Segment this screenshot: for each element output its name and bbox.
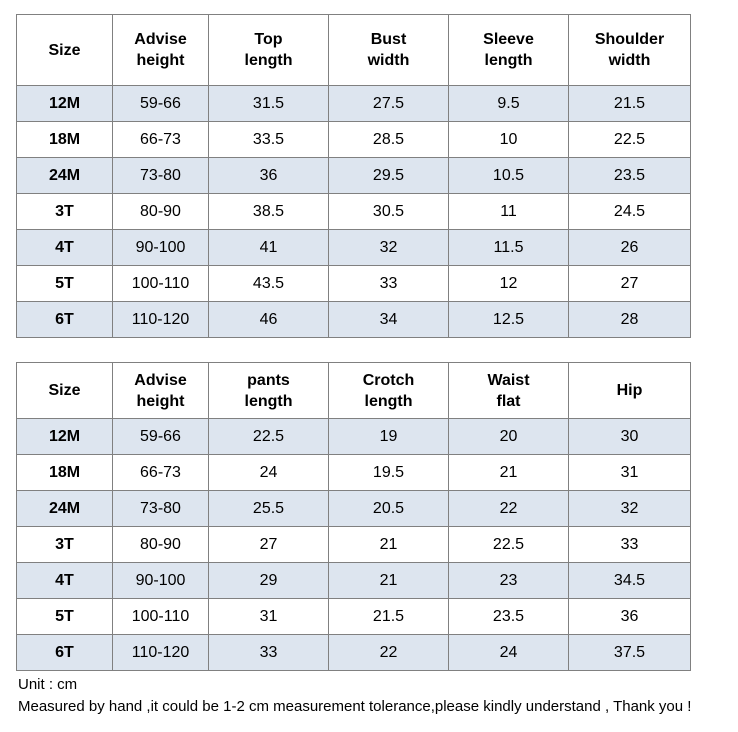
measurement-cell: 32 (569, 491, 691, 527)
size-cell: 5T (17, 266, 113, 302)
table-row (17, 455, 691, 491)
table-row (17, 635, 691, 671)
measurement-cell: 27 (209, 527, 329, 563)
measurement-cell: 22 (329, 635, 449, 671)
measurement-cell: 31 (569, 455, 691, 491)
table-row (17, 491, 691, 527)
measurement-cell: 33 (569, 527, 691, 563)
top-size-table (16, 14, 691, 338)
measurement-cell: 80-90 (113, 194, 209, 230)
measurement-cell: 11 (449, 194, 569, 230)
measurement-cell: 32 (329, 230, 449, 266)
measurement-cell: 90-100 (113, 563, 209, 599)
measurement-cell: 23 (449, 563, 569, 599)
measurement-cell: 21 (329, 527, 449, 563)
size-cell: 3T (17, 527, 113, 563)
measurement-cell: 73-80 (113, 491, 209, 527)
measurement-cell: 66-73 (113, 122, 209, 158)
unit-note: Unit : cm (18, 676, 78, 693)
size-cell: 24M (17, 491, 113, 527)
measurement-cell: 37.5 (569, 635, 691, 671)
bottom-size-table (16, 362, 691, 671)
size-cell: 4T (17, 230, 113, 266)
measurement-cell: 30.5 (329, 194, 449, 230)
measurement-cell: 34 (329, 302, 449, 338)
measurement-cell: 27.5 (329, 86, 449, 122)
measurement-cell: 23.5 (569, 158, 691, 194)
table-row (17, 86, 691, 122)
header-row (17, 363, 691, 419)
measurement-cell: 28.5 (329, 122, 449, 158)
measurement-cell: 31 (209, 599, 329, 635)
measurement-cell: 36 (209, 158, 329, 194)
measurement-cell: 66-73 (113, 455, 209, 491)
measurement-cell: 29 (209, 563, 329, 599)
measurement-cell: 27 (569, 266, 691, 302)
measurement-cell: 38.5 (209, 194, 329, 230)
measurement-cell: 30 (569, 419, 691, 455)
size-cell: 18M (17, 122, 113, 158)
measurement-cell: 21.5 (329, 599, 449, 635)
size-cell: 24M (17, 158, 113, 194)
measurement-cell: 31.5 (209, 86, 329, 122)
measurement-cell: 110-120 (113, 302, 209, 338)
header-sleeve-length: Sleeve length (449, 15, 569, 86)
header-pants-length: pants length (209, 363, 329, 419)
measurement-cell: 21 (449, 455, 569, 491)
header-bust-width: Bust width (329, 15, 449, 86)
tolerance-note: Measured by hand ,it could be 1-2 cm measurement tolerance,please kindly understand , Thank you ! (18, 698, 692, 715)
size-cell: 12M (17, 86, 113, 122)
table-row (17, 599, 691, 635)
measurement-cell: 25.5 (209, 491, 329, 527)
size-cell: 6T (17, 302, 113, 338)
measurement-cell: 100-110 (113, 599, 209, 635)
measurement-cell: 10.5 (449, 158, 569, 194)
measurement-cell: 24 (449, 635, 569, 671)
table-row (17, 194, 691, 230)
measurement-cell: 110-120 (113, 635, 209, 671)
header-size: Size (17, 15, 113, 86)
measurement-cell: 19.5 (329, 455, 449, 491)
measurement-cell: 19 (329, 419, 449, 455)
measurement-cell: 10 (449, 122, 569, 158)
measurement-cell: 23.5 (449, 599, 569, 635)
measurement-cell: 24.5 (569, 194, 691, 230)
header-advise-height: Advise height (113, 15, 209, 86)
table-row (17, 527, 691, 563)
header-top-length: Top length (209, 15, 329, 86)
size-cell: 5T (17, 599, 113, 635)
measurement-cell: 33 (209, 635, 329, 671)
measurement-cell: 43.5 (209, 266, 329, 302)
header-row (17, 15, 691, 86)
measurement-cell: 22.5 (449, 527, 569, 563)
header-advise-height: Advise height (113, 363, 209, 419)
measurement-cell: 20.5 (329, 491, 449, 527)
table-row (17, 563, 691, 599)
size-cell: 18M (17, 455, 113, 491)
measurement-cell: 80-90 (113, 527, 209, 563)
header-size: Size (17, 363, 113, 419)
measurement-cell: 73-80 (113, 158, 209, 194)
measurement-cell: 90-100 (113, 230, 209, 266)
table-row (17, 230, 691, 266)
measurement-cell: 33 (329, 266, 449, 302)
table-row (17, 158, 691, 194)
measurement-cell: 22.5 (209, 419, 329, 455)
table-row (17, 419, 691, 455)
measurement-cell: 24 (209, 455, 329, 491)
measurement-cell: 20 (449, 419, 569, 455)
measurement-cell: 33.5 (209, 122, 329, 158)
measurement-cell: 21 (329, 563, 449, 599)
table-row (17, 122, 691, 158)
table-row (17, 302, 691, 338)
measurement-cell: 12.5 (449, 302, 569, 338)
table-row (17, 266, 691, 302)
measurement-cell: 36 (569, 599, 691, 635)
header-hip: Hip (569, 363, 691, 419)
measurement-cell: 11.5 (449, 230, 569, 266)
measurement-cell: 22 (449, 491, 569, 527)
measurement-cell: 59-66 (113, 86, 209, 122)
measurement-cell: 100-110 (113, 266, 209, 302)
measurement-cell: 41 (209, 230, 329, 266)
header-shoulder-width: Shoulder width (569, 15, 691, 86)
measurement-cell: 46 (209, 302, 329, 338)
measurement-cell: 9.5 (449, 86, 569, 122)
measurement-cell: 22.5 (569, 122, 691, 158)
measurement-cell: 59-66 (113, 419, 209, 455)
size-cell: 4T (17, 563, 113, 599)
measurement-cell: 34.5 (569, 563, 691, 599)
header-waist-flat: Waist flat (449, 363, 569, 419)
size-cell: 6T (17, 635, 113, 671)
measurement-cell: 12 (449, 266, 569, 302)
measurement-cell: 26 (569, 230, 691, 266)
size-cell: 12M (17, 419, 113, 455)
size-cell: 3T (17, 194, 113, 230)
measurement-cell: 28 (569, 302, 691, 338)
measurement-cell: 29.5 (329, 158, 449, 194)
measurement-cell: 21.5 (569, 86, 691, 122)
header-crotch-length: Crotch length (329, 363, 449, 419)
